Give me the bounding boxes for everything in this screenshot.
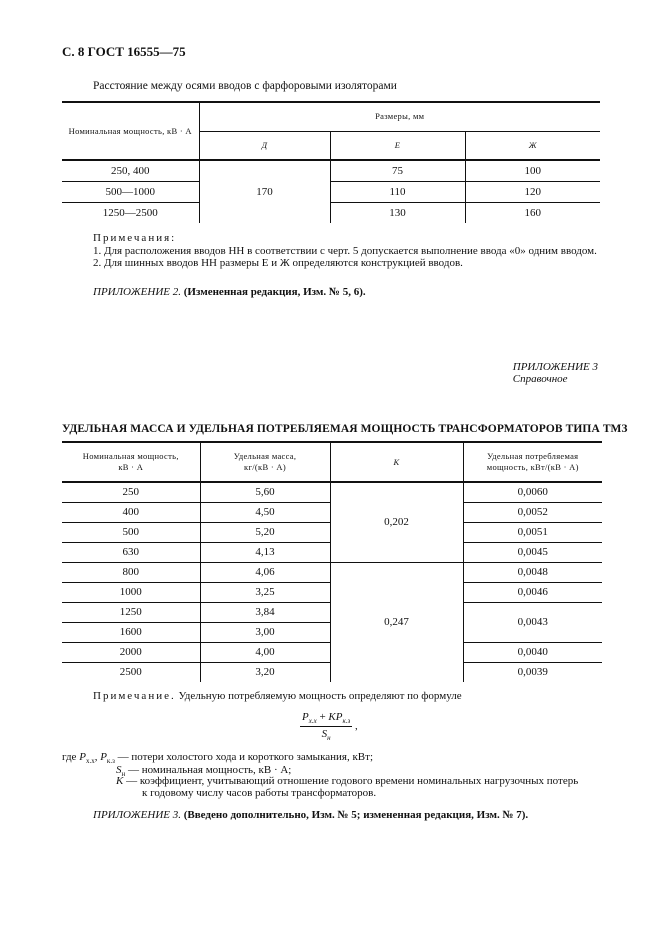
table-cell: 0,0048 <box>463 562 602 582</box>
table-cell: 500—1000 <box>62 181 199 202</box>
table-cell: 110 <box>330 181 465 202</box>
col-header-mass-line2: кг/(кВ · А) <box>244 462 286 472</box>
table-cell: 250 <box>62 482 200 502</box>
table-cell: 4,50 <box>200 502 330 522</box>
table-cell: 120 <box>465 181 600 202</box>
col-header-k: K <box>330 442 463 482</box>
appendix2-ref-label: ПРИЛОЖЕНИЕ 2. <box>93 286 181 298</box>
legend-line-1: где $P_{х.х}$, $P_{к.з}$ — потери холостого хода и короткого замыкания, кВт; <box>62 751 374 766</box>
col-header-spec <box>463 442 602 482</box>
legend-line-2: $S_н$ — номинальная мощность, кВ · А; <box>116 764 292 779</box>
appendix3-sub: Справочное <box>512 373 568 385</box>
table-cell: 4,06 <box>200 562 330 582</box>
table-cell: 0,0039 <box>517 666 548 679</box>
formula-numerator: $P_{х.х} + KP_{к.з}$ <box>302 711 351 726</box>
legend-line-3: K — коэффициент, учитывающий отношение годового времени номинальных нагрузочных потерь <box>116 775 579 787</box>
table-cell: 0,0045 <box>463 542 602 562</box>
table-cell-merged-d: 170 <box>199 160 330 223</box>
table-cell: 100 <box>465 160 600 181</box>
table-cell: 250, 400 <box>62 160 199 181</box>
table-cell-k-group1: 0,202 <box>330 482 463 562</box>
col-header-spec-line2: мощность, кВт/(кВ · А) <box>486 462 579 472</box>
table-cell: 500 <box>62 522 200 542</box>
formula-denominator: $S_н$ <box>321 728 331 743</box>
col-header-zh: Ж <box>465 131 600 160</box>
col-header-mass-line1: Удельная масса, <box>233 451 297 461</box>
appendix3-label: ПРИЛОЖЕНИЕ 3 <box>512 361 598 373</box>
notes-title: Примечания: <box>93 232 177 244</box>
table-cell: 0,0051 <box>463 522 602 542</box>
note2 <box>93 690 462 702</box>
dimensions-table <box>62 101 600 223</box>
table-cell-k-group2: 0,247 <box>330 562 463 682</box>
transformer-table <box>62 441 602 682</box>
table-cell: 4,00 <box>200 642 330 662</box>
page-header: С. 8 ГОСТ 16555—75 <box>62 44 186 59</box>
col-header-spec-line1: Удельная потребляемая <box>487 451 579 461</box>
col-header-power: Номинальная мощность, кВ · А <box>62 102 199 160</box>
appendix3-reference <box>93 809 528 821</box>
appendix2-ref-text: (Измененная редакция, Изм. № 5, 6). <box>183 286 366 298</box>
appendix2-reference <box>93 286 366 298</box>
table-cell: 0,0060 <box>463 482 602 502</box>
table-cell: 3,25 <box>200 582 330 602</box>
table-cell: 1250 <box>62 602 200 622</box>
table-cell: 5,60 <box>200 482 330 502</box>
appendix3-ref-text: (Введено дополнительно, Изм. № 5; измененная редакция, Изм. № 7). <box>183 809 529 821</box>
table-cell: 0,0046 <box>463 582 602 602</box>
col-header-power-line1: Номинальная мощность, <box>82 451 179 461</box>
formula <box>300 711 358 742</box>
table-cell: 5,20 <box>200 522 330 542</box>
table-cell: 1600 <box>62 622 200 642</box>
formula-fraction <box>300 711 352 742</box>
table-cell: 3,20 <box>200 662 330 682</box>
appendix3-heading <box>513 361 598 385</box>
col-header-power-line2: кВ · А <box>118 462 144 472</box>
table-cell: 1000 <box>62 582 200 602</box>
col-header-dims: Размеры, мм <box>199 102 600 131</box>
table-cell-spec-merged: 0,0043 <box>463 602 602 642</box>
note2-text: Удельную потребляемую мощность определяют по формуле <box>178 690 462 702</box>
table-cell: 630 <box>62 542 200 562</box>
note2-title: Примечание. <box>93 690 176 702</box>
note-2: 2. Для шинных вводов НН размеры Е и Ж определяются конструкцией вводов. <box>93 257 463 269</box>
table-cell: 130 <box>330 202 465 223</box>
col-header-mass <box>200 442 330 482</box>
table-cell: 400 <box>62 502 200 522</box>
table-cell: 75 <box>330 160 465 181</box>
table-cell: 3,84 <box>200 602 330 622</box>
col-header-d: Д <box>199 131 330 160</box>
table-cell: 3,00 <box>200 622 330 642</box>
table-cell: 4,13 <box>200 542 330 562</box>
table1-caption: Расстояние между осями вводов с фарфоровыми изоляторами <box>93 80 397 92</box>
table-cell: 1250—2500 <box>62 202 199 223</box>
col-header-e: Е <box>330 131 465 160</box>
table-cell: 2000 <box>62 642 200 662</box>
table-cell: 2500 <box>62 662 200 682</box>
table-cell: 0,0040 <box>463 642 602 662</box>
table2-title: УДЕЛЬНАЯ МАССА И УДЕЛЬНАЯ ПОТРЕБЛЯЕМАЯ МОЩНОСТЬ ТРАНСФОРМАТОРОВ ТИПА ТМЗ <box>62 423 628 435</box>
formula-comma: , <box>355 720 358 733</box>
legend-line-3-cont: к годовому числу часов работы трансформаторов. <box>142 787 377 799</box>
note-1: 1. Для расположения вводов НН в соответствии с черт. 5 допускается выполнение ввода «0» одним вводом. <box>93 244 597 257</box>
col-header-power <box>62 442 200 482</box>
table-cell: 0,0052 <box>463 502 602 522</box>
appendix3-ref-label: ПРИЛОЖЕНИЕ 3. <box>93 809 181 821</box>
notes-block <box>93 232 599 270</box>
table-cell: 800 <box>62 562 200 582</box>
table-cell: 160 <box>524 206 541 219</box>
